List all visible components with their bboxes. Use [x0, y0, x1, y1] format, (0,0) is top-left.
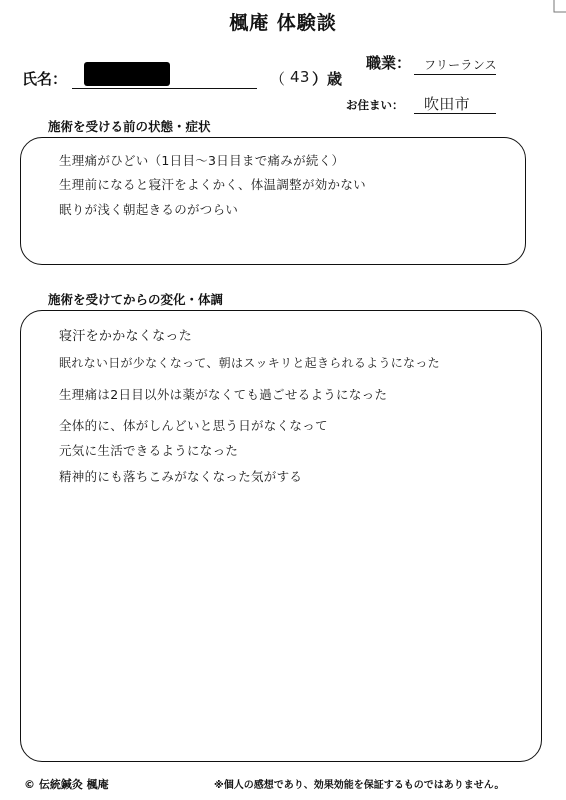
occupation-underline: [414, 74, 496, 75]
age-label: ）歳: [312, 70, 343, 88]
after-line-3: 生理痛は2日目以外は薬がなくても過ごせるようになった: [59, 387, 388, 402]
before-section-box: [20, 137, 526, 265]
after-line-4: 全体的に、体がしんどいと思う日がなくなって: [59, 418, 328, 433]
name-label: 氏名：: [22, 70, 68, 88]
name-underline: [72, 88, 257, 89]
after-line-2: 眠れない日が少なくなって、朝はスッキリと起きられるようになった: [59, 356, 440, 370]
before-line-1: 生理痛がひどい（1日目～3日目まで痛みが続く）: [59, 153, 345, 168]
after-section-box: [20, 310, 542, 762]
residence-value: 吹田市: [424, 95, 470, 113]
before-line-2: 生理前になると寝汗をよくかく、体温調整が効かない: [59, 177, 366, 192]
footer-disclaimer: ※個人の感想であり、効果効能を保証するものではありません。: [214, 780, 505, 791]
page-title: 楓庵 体験談: [229, 12, 337, 34]
occupation-value: フリーランス: [424, 58, 497, 72]
before-section-heading: 施術を受ける前の状態・症状: [48, 119, 211, 134]
after-line-1: 寝汗をかかなくなった: [59, 329, 193, 344]
residence-label: お住まい：: [346, 98, 404, 112]
before-line-3: 眠りが浅く朝起きるのがつらい: [59, 202, 239, 217]
after-section-heading: 施術を受けてからの変化・体調: [48, 292, 224, 307]
occupation-label: 職業：: [366, 54, 412, 72]
after-line-5: 元気に生活できるようになった: [59, 443, 239, 458]
after-line-6: 精神的にも落ちこみがなくなった気がする: [59, 469, 303, 484]
footer-copyright: © 伝統鍼灸 楓庵: [24, 778, 109, 791]
name-redaction: [84, 62, 170, 86]
age-open-paren: （: [270, 70, 286, 88]
age-value: 43: [290, 68, 310, 86]
